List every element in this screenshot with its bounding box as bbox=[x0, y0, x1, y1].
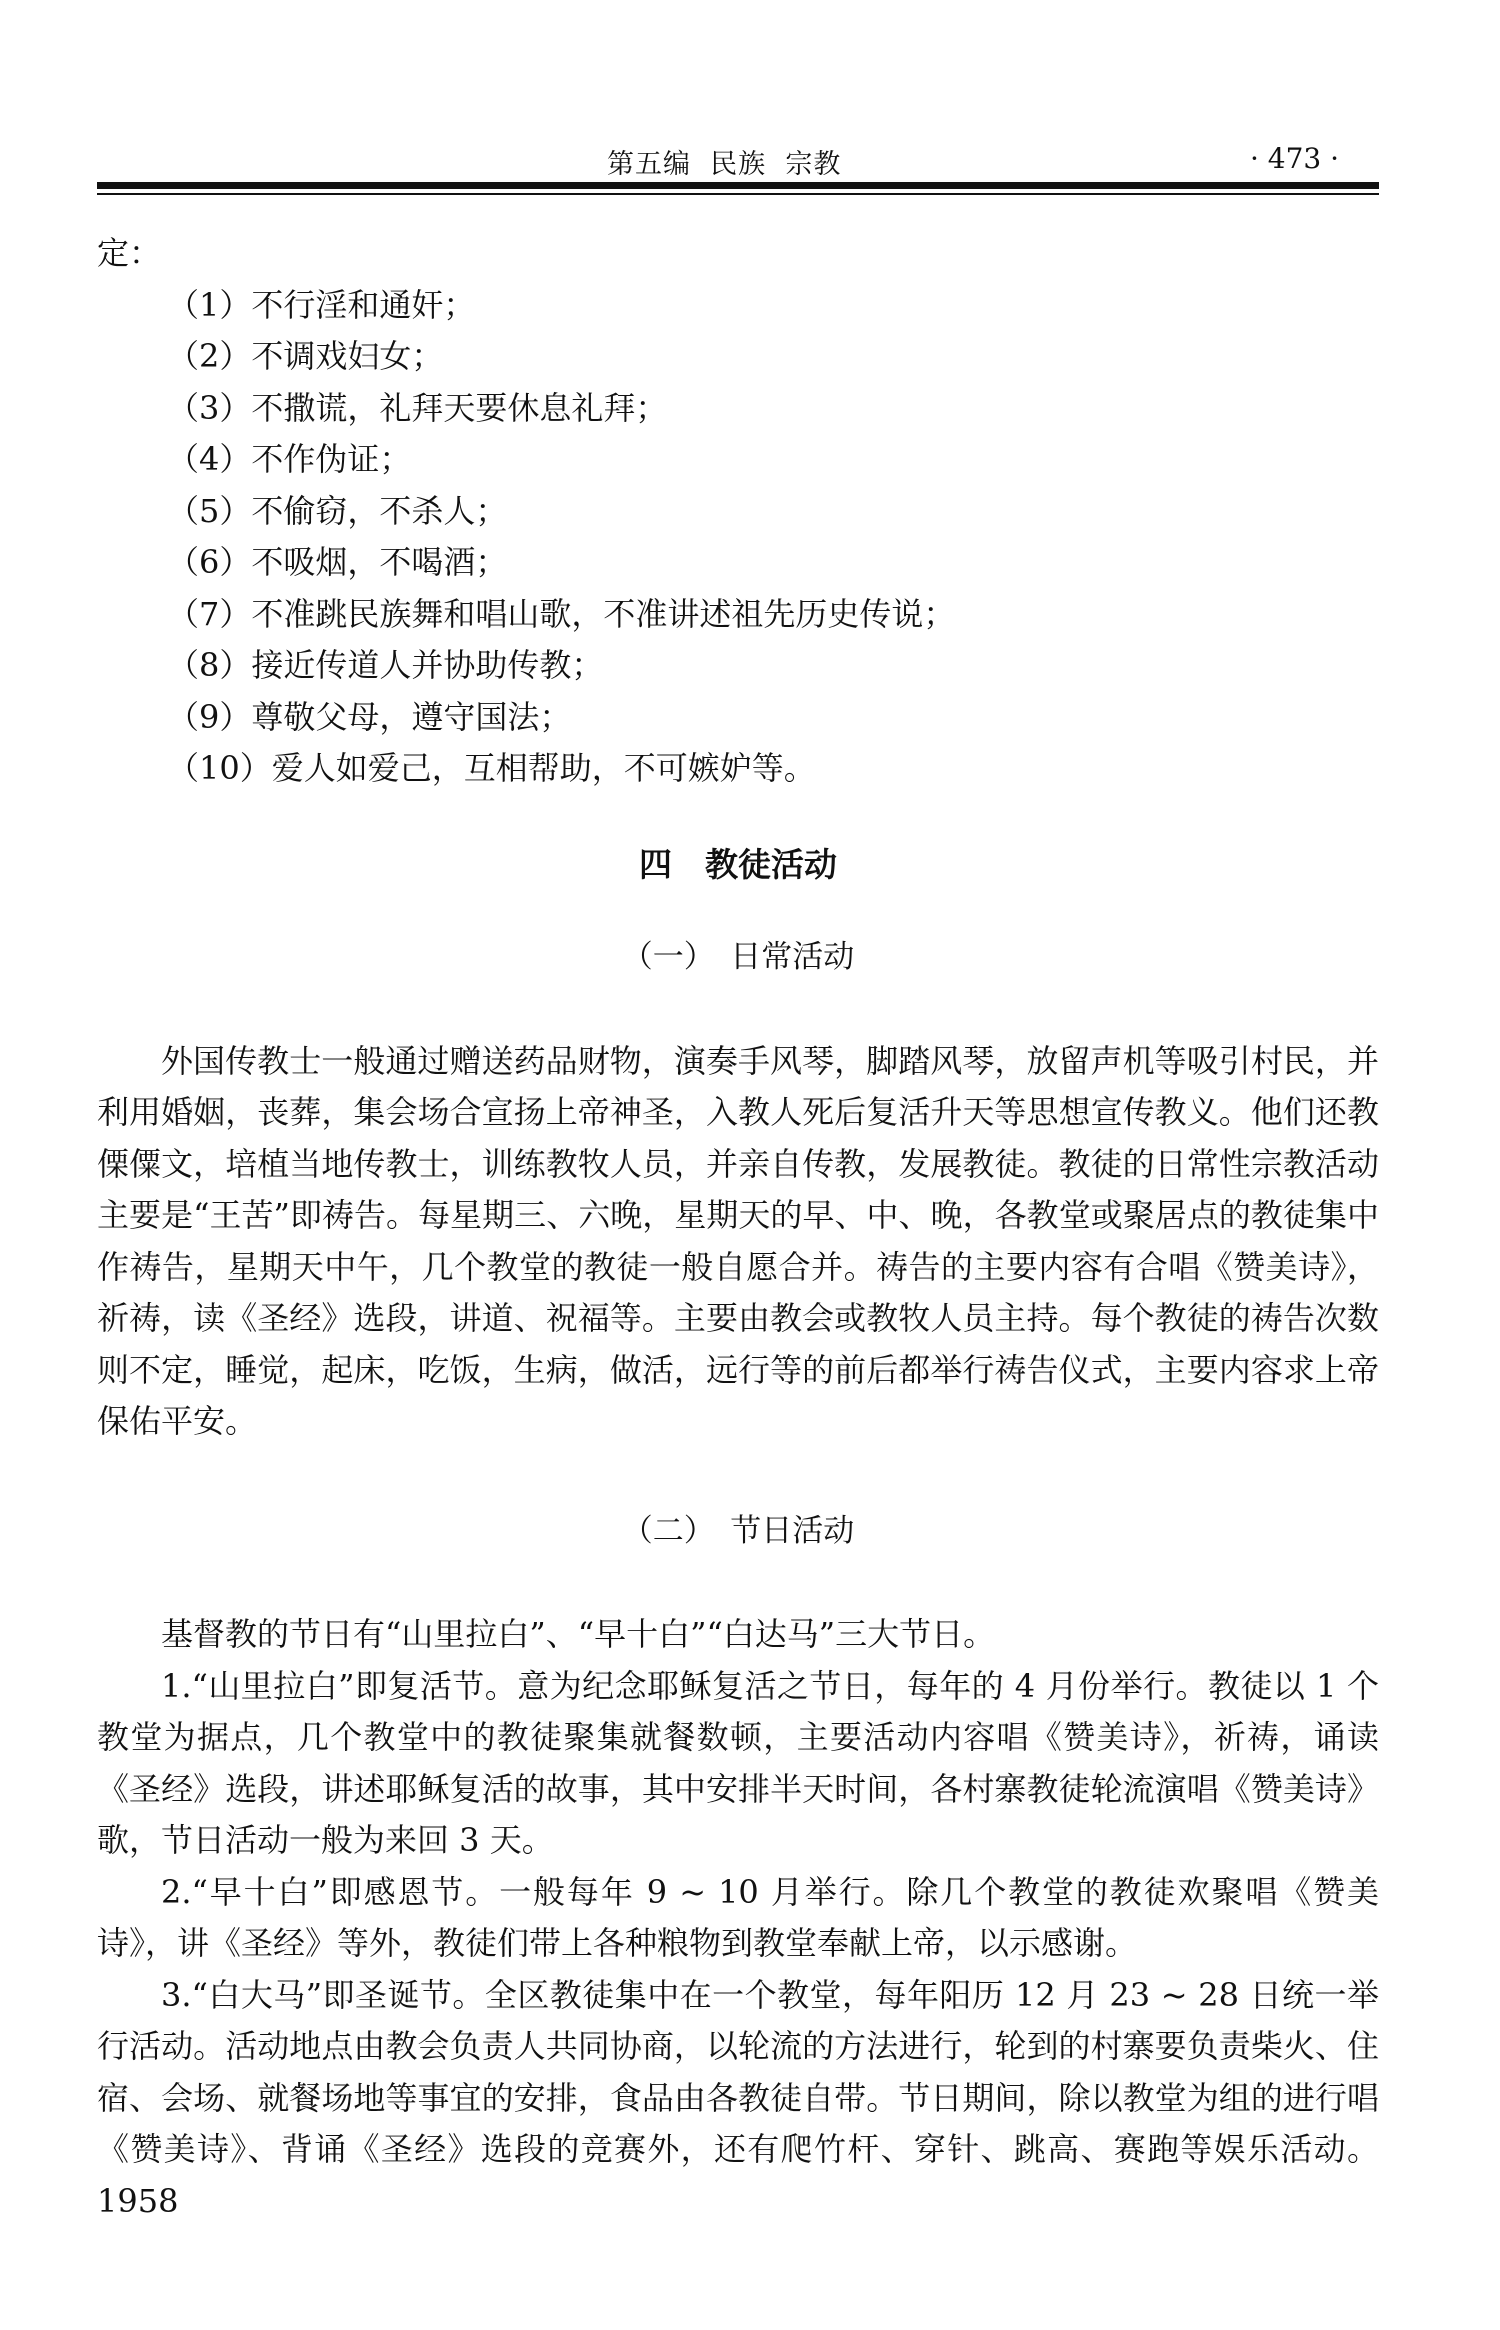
list-item: （8）接近传道人并协助传教； bbox=[167, 646, 604, 684]
list-item: （2）不调戏妇女； bbox=[167, 337, 444, 375]
rules-list bbox=[97, 280, 1379, 795]
list-item: （3）不撒谎，礼拜天要休息礼拜； bbox=[167, 388, 668, 427]
list-item: （6）不吸烟，不喝酒； bbox=[167, 543, 508, 581]
list-item: （4）不作伪证； bbox=[167, 440, 412, 478]
list-item: （9）尊敬父母，遵守国法； bbox=[167, 697, 572, 736]
list-item: （7）不准跳民族舞和唱山歌，不准讲述祖先历史传说； bbox=[167, 594, 956, 633]
list-item: （10）爱人如爱己，互相帮助，不可嫉妒等。 bbox=[167, 749, 816, 787]
subsection-heading-festivals: （二） 节日活动 bbox=[621, 1512, 855, 1549]
paragraph-christmas: 3.“白大马”即圣诞节。全区教徒集中在一个教堂，每年阳历 12 月 23 ~ 28 日统一举行活动。活动地点由教会负责人共同协商，以轮流的方法进行，轮到的村寨要负责柴火、住宿、会场、就餐场地等事宜的安排，食品由各教徒自带。节日期间，除以教堂为组的进行唱《赞美诗》、背诵《圣经》选段的竞赛外，还有爬竹杆、穿针、跳高、赛跑等娱乐活动。1958 bbox=[97, 1975, 1379, 2220]
list-item: （5）不偷窃，不杀人； bbox=[167, 491, 508, 530]
subsection-heading-daily: （一） 日常活动 bbox=[621, 939, 855, 975]
header-rule-thick bbox=[97, 182, 1379, 189]
list-item: （1）不行淫和通奸； bbox=[167, 285, 476, 324]
paragraph-daily-activities: 外国传教士一般通过赠送药品财物，演奏手风琴，脚踏风琴，放留声机等吸引村民，并利用婚姻，丧葬，集会场合宣扬上帝神圣，入教人死后复活升天等思想宣传教义。他们还教傈僳文，培植当地传教士，训练教牧人员，并亲自传教，发展教徒。教徒的日常性宗教活动主要是“王苦”即祷告。每星期三、六晚，星期天的早、中、晚，各教堂或聚居点的教徒集中作祷告，星期天中午，几个教堂的教徒一般自愿合并。祷告的主要内容有合唱《赞美诗》，祈祷，读《圣经》选段，讲道、祝福等。主要由教会或教牧人员主持。每个教徒的祷告次数则不定，睡觉，起床，吃饭，生病，做活，远行等的前后都举行祷告仪式，主要内容求上帝保佑平安。 bbox=[97, 1041, 1379, 1440]
paragraph-thanksgiving: 2.“早十白”即感恩节。一般每年 9 ~ 10 月举行。除几个教堂的教徒欢聚唱《赞美诗》，讲《圣经》等外，教徒们带上各种粮物到教堂奉献上帝，以示感谢。 bbox=[97, 1872, 1379, 1962]
paragraph-easter: 1.“山里拉白”即复活节。意为纪念耶稣复活之节日，每年的 4 月份举行。教徒以 1 个教堂为据点，几个教堂中的教徒聚集就餐数顿，主要活动内容唱《赞美诗》，祈祷，诵读《圣经》选段，讲述耶稣复活的故事，其中安排半天时间，各村寨教徒轮流演唱《赞美诗》歌，节日活动一般为来回 3 天。 bbox=[97, 1666, 1379, 1859]
continuation-text: 定： bbox=[97, 234, 162, 272]
page-header bbox=[97, 138, 1379, 182]
running-header-title: 第五编 民族 宗教 bbox=[607, 149, 842, 180]
header-rule-thin bbox=[97, 193, 1379, 195]
section-heading: 四 教徒活动 bbox=[639, 844, 837, 884]
page-body bbox=[97, 228, 1379, 2227]
paragraph-festivals-intro: 基督教的节日有“山里拉白”、“早十白”“白达马”三大节日。 bbox=[161, 1615, 996, 1653]
page-number: · 473 · bbox=[1249, 142, 1339, 175]
